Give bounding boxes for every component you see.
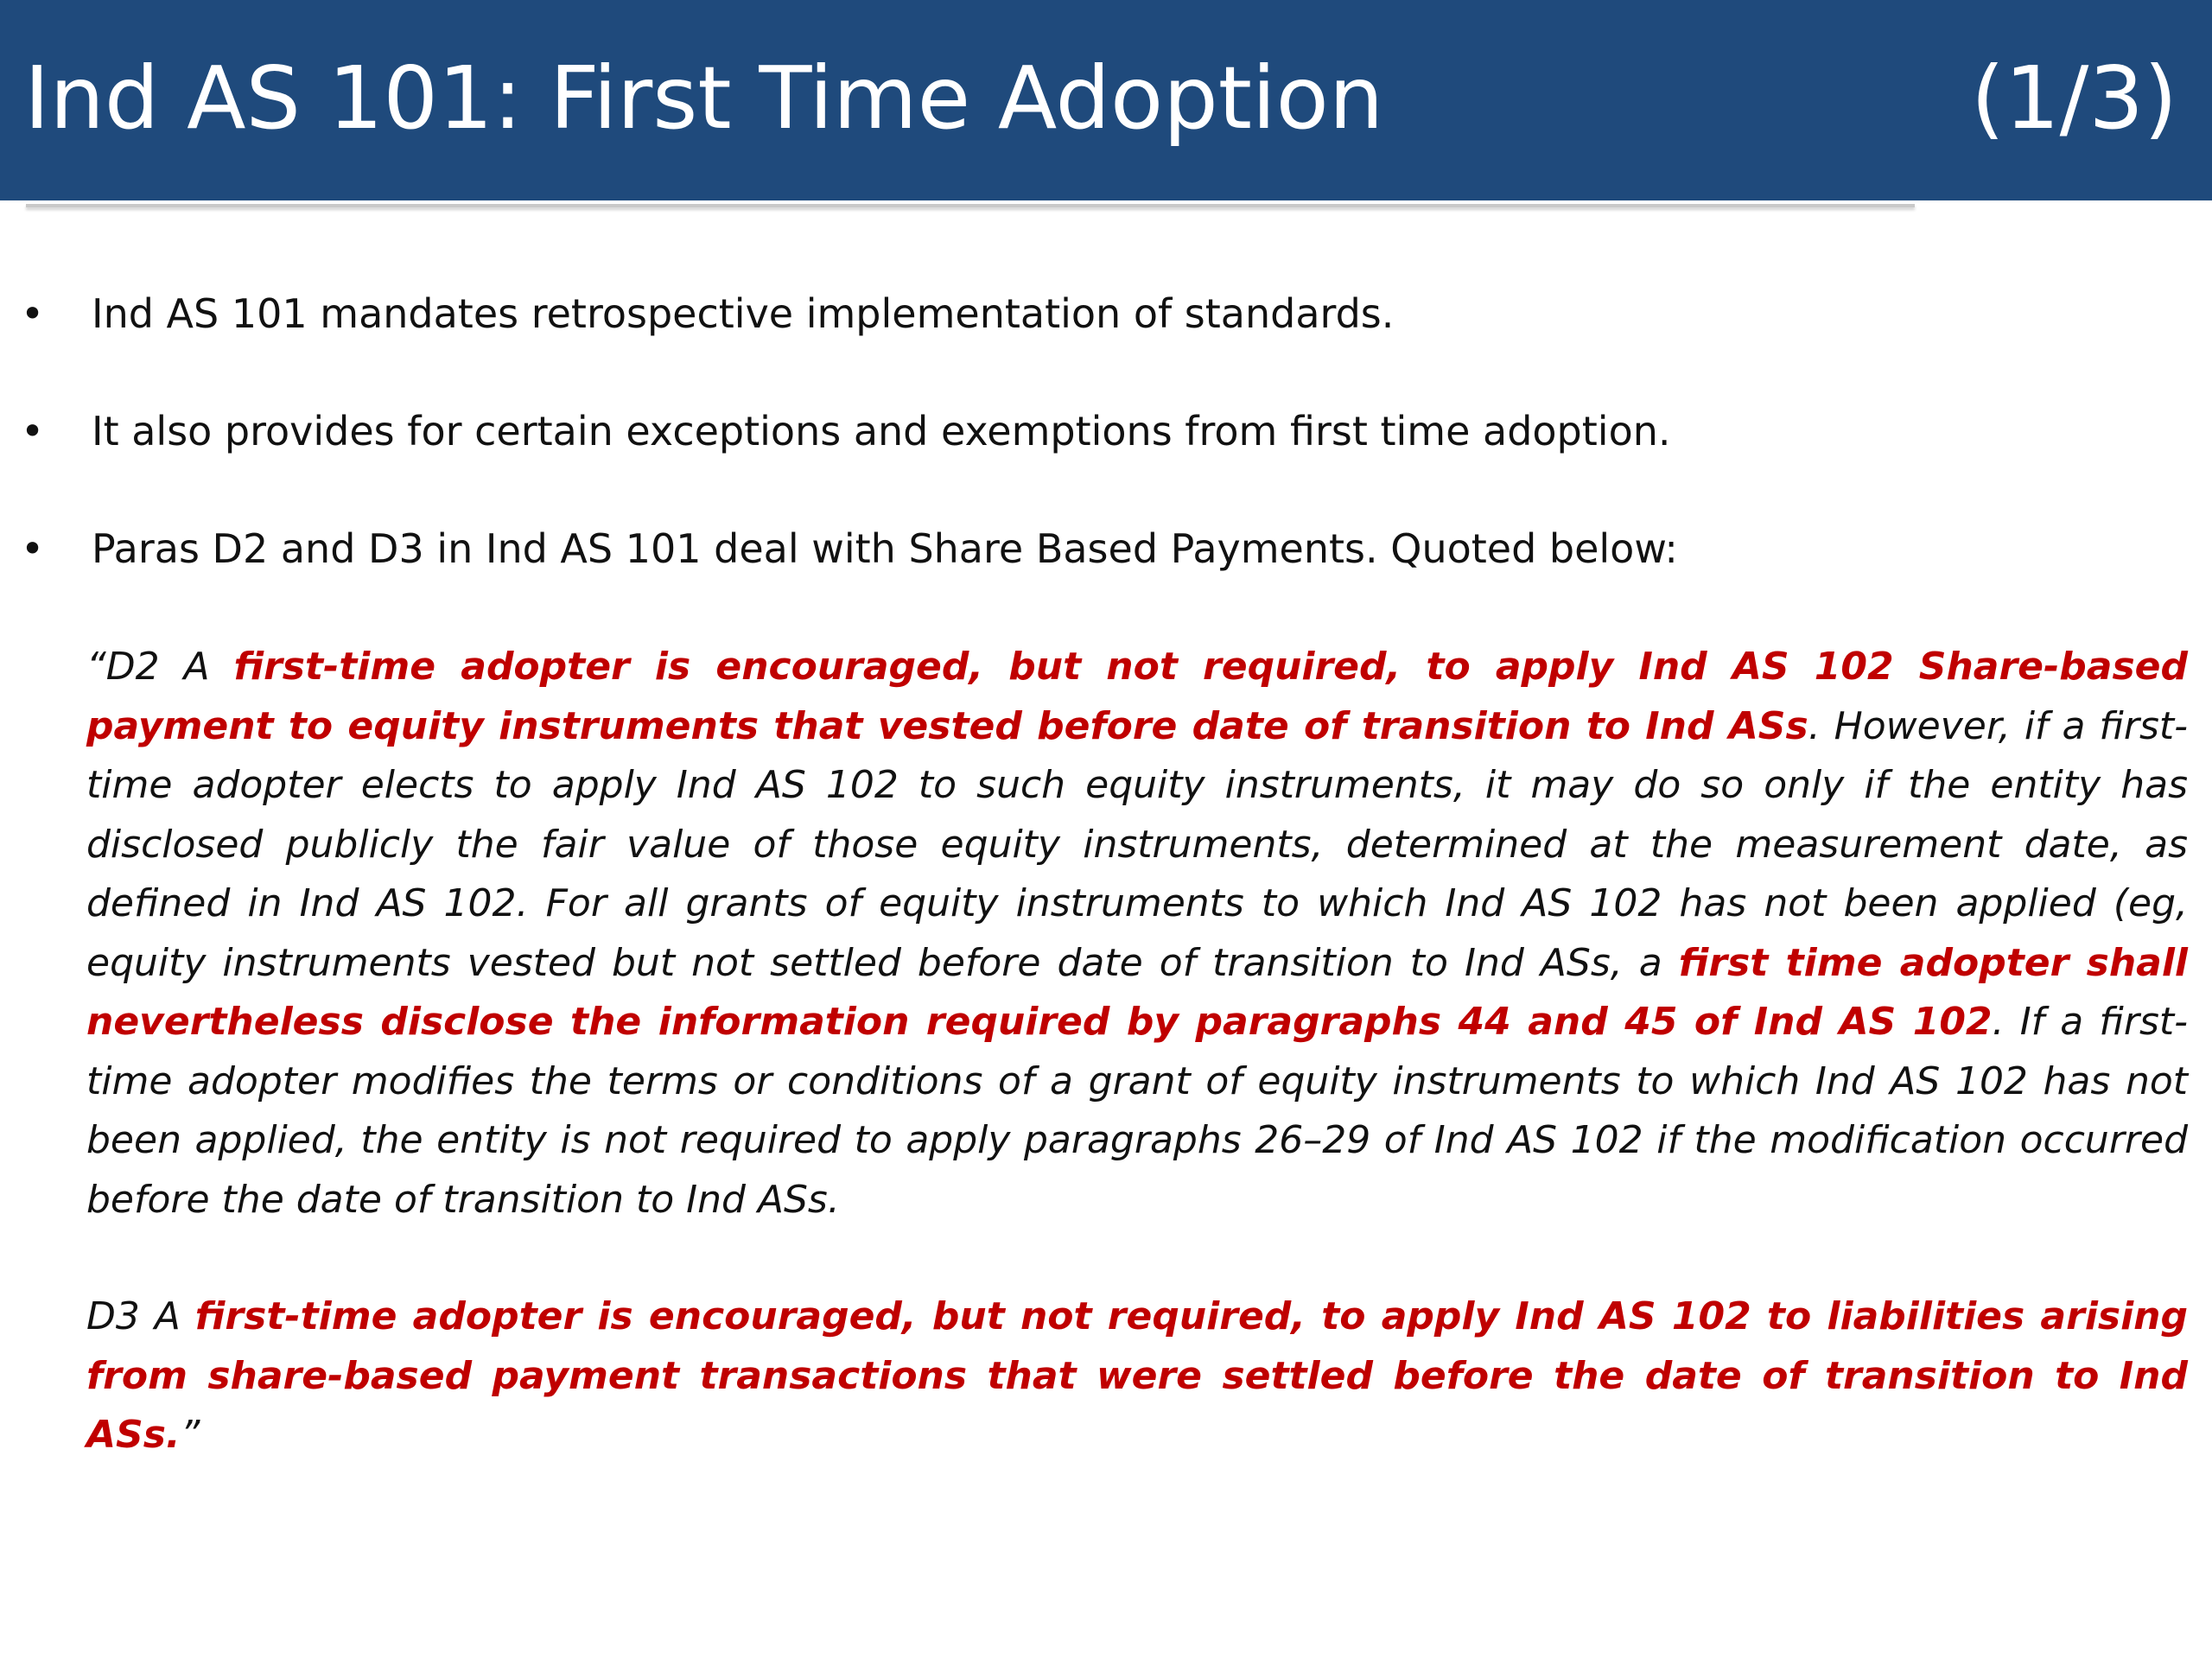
quote-d3-closing: ” [180, 1413, 200, 1457]
title-bar [0, 0, 2212, 200]
bullet-text: Ind AS 101 mandates retrospective implementation of standards. [92, 290, 1395, 337]
bullet-marker: • [21, 290, 45, 337]
quote-d3-highlight-1: first-time adopter is encouraged, but not required, to apply Ind AS 102 to liabilities arising from share-based payment transactions that were settled before the date of transition to Ind ASs. [86, 1294, 2188, 1457]
slide-counter: (1/3) [1971, 48, 2177, 149]
quote-paragraph-d2 [86, 638, 2188, 1230]
bullet-marker: • [21, 525, 45, 572]
slide-title: Ind AS 101: First Time Adoption [24, 48, 1384, 149]
bullet-marker: • [21, 408, 45, 454]
quote-d3-lead: D3 A [86, 1294, 195, 1338]
quote-paragraph-d3 [86, 1287, 2188, 1465]
quote-d2-text-2: . If a first-time adopter modifies the terms or conditions of a grant of equity instruments to which Ind AS 102 has not been applied, the entity is not required to apply paragraphs 26–29 of Ind AS 102 if the modification occurred before the date of transition to Ind ASs. [86, 1000, 2188, 1222]
title-underline [26, 204, 1915, 207]
quote-d2-highlight-2: first time adopter shall nevertheless disclose the information required by paragraphs 44 and 45 of Ind AS 102 [86, 940, 2188, 1044]
quote-d2-text-1: . However, if a first-time adopter elects to apply Ind AS 102 to such equity instruments, it may do so only if the entity has disclosed publicly the fair value of those equity instruments, determined at the measurement date, as defined in Ind AS 102. For all grants of equity instruments to which Ind AS 102 has not been applied (eg, equity instruments vested but not settled before date of transition to Ind ASs, a [86, 703, 2188, 985]
quote-d2-lead: “D2 A [86, 645, 234, 689]
quote-d2-highlight-1: first-time adopter is encouraged, but not required, to apply Ind AS 102 Share-based payment to equity instruments that vested before date of transition to Ind ASs [86, 645, 2188, 748]
bullet-text: It also provides for certain exceptions and exemptions from first time adoption. [92, 408, 1671, 454]
bullet-text: Paras D2 and D3 in Ind AS 101 deal with Share Based Payments. Quoted below: [92, 525, 1678, 572]
